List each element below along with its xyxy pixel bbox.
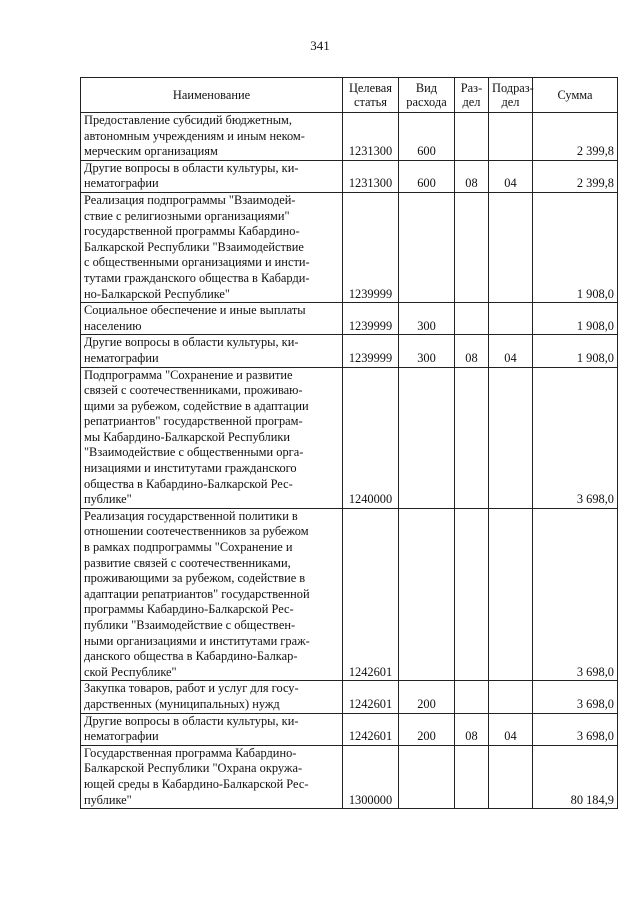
table-row [81,192,618,302]
row-target-article: 1242601 [343,713,399,745]
row-amount: 3 698,0 [533,367,618,508]
row-expense-type [399,367,455,508]
row-name [81,745,343,808]
row-name [81,113,343,161]
row-amount: 2 399,8 [533,113,618,161]
row-expense-type: 200 [399,713,455,745]
row-subsection [489,303,533,335]
row-section [455,192,489,302]
row-name-text: Реализация подпрограммы "Взаимодей- ствие с религиозными организациями" государственной программы Кабардино- Балкарской Республики "Взаимодействие с общественными организациями и инсти- тутами гражданского общества в Кабарди- но-Балкарской Республике" [84,192,310,301]
row-expense-type [399,508,455,681]
row-expense-type: 300 [399,303,455,335]
row-target-article: 1239999 [343,192,399,302]
header-target-article: Целевая статья [343,78,399,113]
table-row [81,681,618,713]
row-subsection [489,745,533,808]
row-amount: 3 698,0 [533,508,618,681]
row-expense-type: 600 [399,160,455,192]
row-subsection [489,113,533,161]
row-name [81,681,343,713]
row-section [455,113,489,161]
row-amount: 1 908,0 [533,303,618,335]
header-section: Раз- дел [455,78,489,113]
row-name-text: Социальное обеспечение и иные выплаты населению [84,303,306,333]
table-row [81,745,618,808]
row-name-text: Предоставление субсидий бюджетным, автономным учреждениям и иным неком- мерческим организациям [84,113,305,159]
row-section [455,508,489,681]
row-target-article: 1239999 [343,335,399,367]
header-name: Наименование [81,78,343,113]
header-subsection: Подраз- дел [489,78,533,113]
row-name [81,192,343,302]
header-expense-type: Вид расхода [399,78,455,113]
row-name-text: Реализация государственной политики в отношении соотечественников за рубежом в рамках подпрограммы "Сохранение и развитие связей с соотечественниками, проживающими за рубежом, содействие в адаптации репатриантов" государственной программы Кабардино-Балкарской Рес- публики "Взаимодействие с обществен- ными организациями и институтами граж- данского общества в Кабардино-Балкар- ской Республике" [84,508,310,679]
row-amount: 2 399,8 [533,160,618,192]
row-name [81,508,343,681]
row-name-text: Закупка товаров, работ и услуг для госу- дарственных (муниципальных) нужд [84,681,299,711]
row-name-text: Другие вопросы в области культуры, ки- нематографии [84,713,299,744]
header-row [81,78,618,113]
table-row [81,303,618,335]
row-name [81,160,343,192]
row-section: 08 [455,713,489,745]
row-target-article: 1231300 [343,113,399,161]
table-row [81,160,618,192]
row-subsection [489,508,533,681]
row-subsection [489,192,533,302]
header-amount: Сумма [533,78,618,113]
row-amount: 3 698,0 [533,713,618,745]
row-subsection [489,681,533,713]
row-target-article: 1242601 [343,508,399,681]
row-section [455,681,489,713]
row-amount: 80 184,9 [533,745,618,808]
table-row [81,508,618,681]
row-subsection [489,367,533,508]
table-row [81,713,618,745]
row-target-article: 1240000 [343,367,399,508]
row-subsection: 04 [489,160,533,192]
row-name-text: Государственная программа Кабардино- Балкарской Республики "Охрана окружа- ющей среды в Кабардино-Балкарской Рес- публике" [84,745,309,807]
row-section: 08 [455,160,489,192]
row-target-article: 1300000 [343,745,399,808]
row-expense-type: 200 [399,681,455,713]
row-expense-type: 600 [399,113,455,161]
row-section [455,303,489,335]
row-subsection: 04 [489,713,533,745]
table-row [81,367,618,508]
budget-table [80,77,618,809]
row-target-article: 1242601 [343,681,399,713]
row-expense-type: 300 [399,335,455,367]
row-section [455,367,489,508]
row-amount: 1 908,0 [533,335,618,367]
row-target-article: 1239999 [343,303,399,335]
page-number: 341 [310,38,330,53]
row-expense-type [399,192,455,302]
row-subsection: 04 [489,335,533,367]
row-name-text: Подпрограмма "Сохранение и развитие связей с соотечественниками, проживаю- щими за рубежом, содействие в адаптации репатриантов" государственной програм- мы Кабардино-Балкарской Республики "Взаимодействие с общественными орга- низациями и институтами гражданского общества в Кабардино-Балкарской Рес- публике" [84,367,309,507]
row-name [81,367,343,508]
row-amount: 1 908,0 [533,192,618,302]
row-target-article: 1231300 [343,160,399,192]
row-name [81,303,343,335]
table-row [81,113,618,161]
table-row [81,335,618,367]
row-name [81,335,343,367]
row-section: 08 [455,335,489,367]
row-amount: 3 698,0 [533,681,618,713]
row-name-text: Другие вопросы в области культуры, ки- нематографии [84,160,299,191]
row-expense-type [399,745,455,808]
row-section [455,745,489,808]
row-name [81,713,343,745]
row-name-text: Другие вопросы в области культуры, ки- нематографии [84,335,299,365]
